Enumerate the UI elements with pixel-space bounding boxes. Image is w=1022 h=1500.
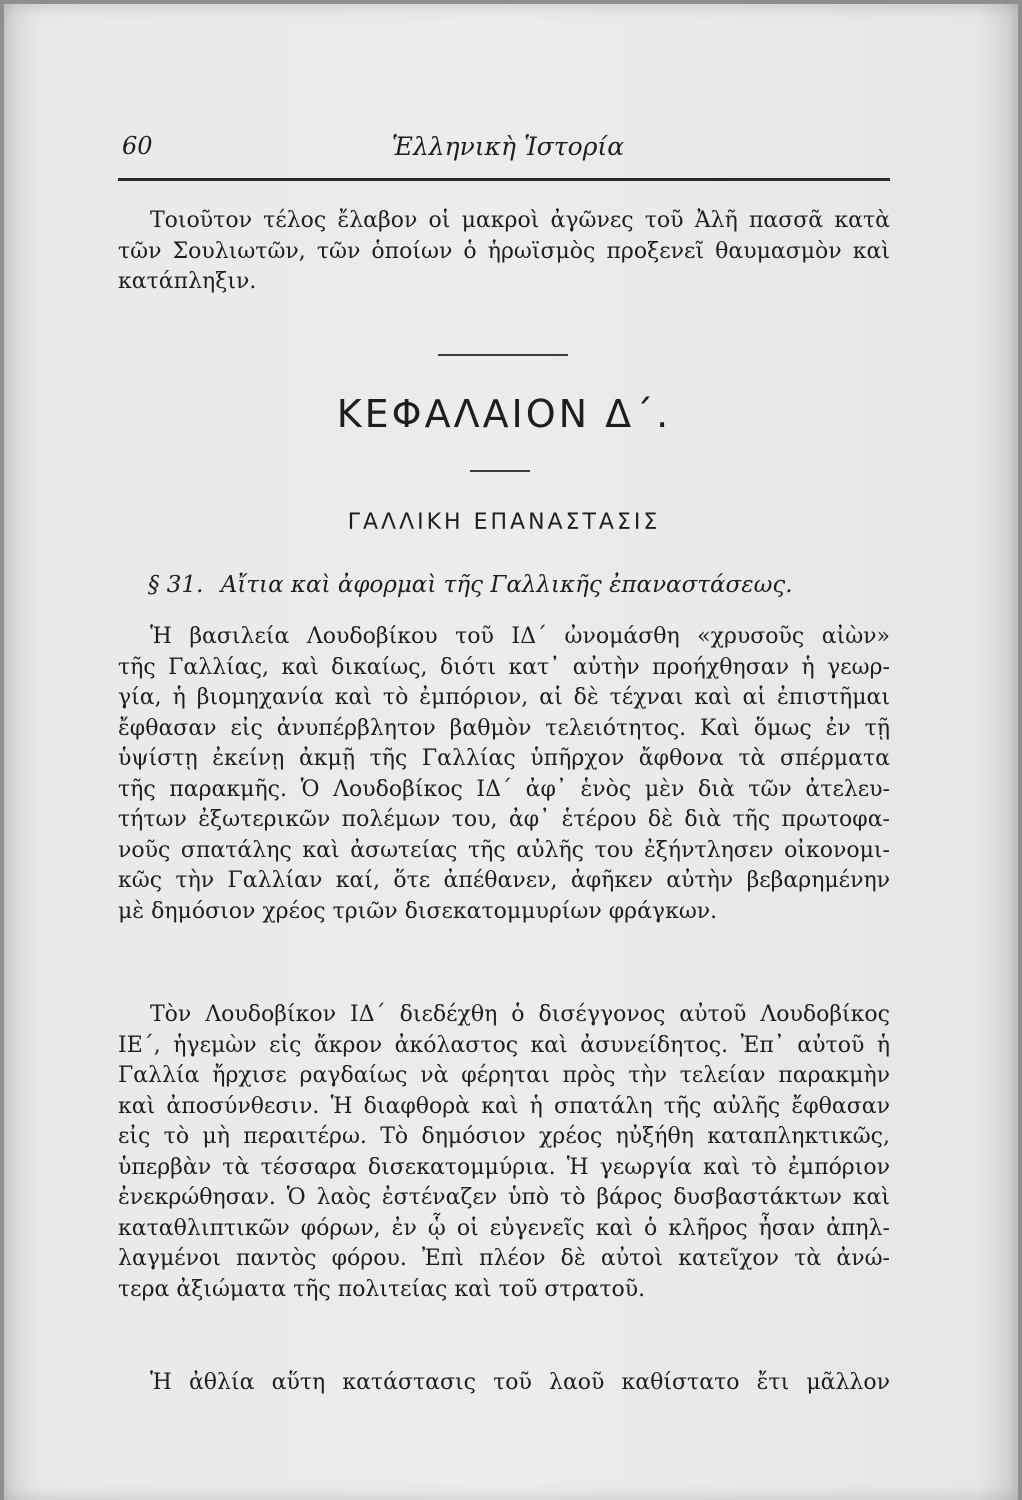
text-line: Τὸν Λουδοβίκον ΙΔ΄ διεδέχθη ὁ δισέγγονος αὐτοῦ Λουδοβίκος [150, 1002, 890, 1027]
paragraph-3 [118, 1000, 890, 1305]
text-line: καὶ ἀποσύνθεσιν. Ἡ διαφθορὰ καὶ ἡ σπατάλη τῆς αὐλῆς ἔφθασαν [118, 1093, 890, 1119]
text-line: μὲ δημόσιον χρέος τριῶν δισεκατομμυρίων φράγκων. [118, 898, 718, 924]
subsection-number: § 31. [148, 572, 204, 598]
paragraph-2 [118, 622, 890, 927]
text-line: εἰς τὸ μὴ περαιτέρω. Τὸ δημόσιον χρέος ηὐξήθη καταπληκτικῶς, [118, 1124, 890, 1149]
text-line: τήτων ἐξωτερικῶν πολέμων του, ἀφ᾽ ἑτέρου δὲ διὰ τῆς πρωτοφα- [118, 807, 890, 832]
text-line: ἔφθασαν εἰς ἀνυπέρβλητον βαθμὸν τελειότητος. Καὶ ὅμως ἐν τῇ [118, 715, 890, 741]
running-title: Ἑλληνικὴ Ἱστορία [391, 132, 625, 161]
subsection-heading [148, 572, 890, 598]
text-line: Ἡ βασιλεία Λουδοβίκου τοῦ ΙΔ΄ ὠνομάσθη «χρυσοῦς αἰὼν» [150, 624, 890, 649]
separator-rule [438, 354, 568, 356]
section-title: ΓΑΛΛΙΚΗ ΕΠΑΝΑΣΤΑΣΙΣ [347, 510, 661, 535]
text-line: ὑψίστῃ ἐκείνῃ ἀκμῇ τῆς Γαλλίας ὑπῆρχον ἄφθονα τὰ σπέρματα [118, 746, 890, 771]
paragraph-4 [118, 1368, 890, 1399]
subsection-title: Αἴτια καὶ ἀφορμαὶ τῆς Γαλλικῆς ἐπαναστάσεως. [220, 572, 793, 598]
text-line: τῆς παρακμῆς. Ὁ Λουδοβίκος ΙΔ΄ ἀφ᾽ ἑνὸς μὲν διὰ τῶν ἀτελευ- [118, 776, 890, 802]
text-line: γία, ἡ βιομηχανία καὶ τὸ ἐμπόριον, αἱ δὲ τέχναι καὶ αἱ ἐπιστῆμαι [118, 685, 890, 710]
text-line: κατάπληξιν. [118, 269, 257, 294]
header-rule [118, 178, 890, 181]
text-line: Ἡ ἀθλία αὕτη κατάστασις τοῦ λαοῦ καθίστατο ἔτι μᾶλλον [150, 1370, 890, 1395]
chapter-title: ΚΕΦΑΛΑΙΟΝ Δ΄. [336, 392, 672, 436]
separator-rule [470, 470, 530, 472]
page-number: 60 [122, 132, 153, 160]
text-line: τερα ἀξιώματα τῆς πολιτείας καὶ τοῦ στρατοῦ. [118, 1276, 646, 1302]
text-line: νοῦς σπατάλης καὶ ἀσωτείας τῆς αὐλῆς του ἐξήντλησεν οἰκονομι- [118, 837, 890, 863]
text-line: ἐνεκρώθησαν. Ὁ λαὸς ἐστέναζεν ὑπὸ τὸ βάρος δυσβαστάκτων καὶ [118, 1185, 890, 1210]
text-line: καταθλιπτικῶν φόρων, ἐν ᾧ οἱ εὐγενεῖς καὶ ὁ κλῆρος ἦσαν ἀπηλ- [118, 1215, 890, 1241]
text-line: τῆς Γαλλίας, καὶ δικαίως, διότι κατ᾽ αὐτὴν προήχθησαν ἡ γεωρ- [118, 654, 890, 680]
text-line: Τοιοῦτον τέλος ἔλαβον οἱ μακροὶ ἀγῶνες τοῦ Ἀλῆ πασσᾶ κατὰ [150, 208, 890, 233]
paragraph-1 [118, 206, 890, 298]
text-line: λαγμένοι παντὸς φόρου. Ἐπὶ πλέον δὲ αὐτοὶ κατεῖχον τὰ ἀνώ- [118, 1246, 890, 1271]
text-line: τῶν Σουλιωτῶν, τῶν ὁποίων ὁ ἡρωϊσμὸς προξενεῖ θαυμασμὸν καὶ [118, 238, 890, 264]
text-line: Γαλλία ἤρχισε ραγδαίως νὰ φέρηται πρὸς τὴν τελείαν παρακμὴν [118, 1063, 890, 1088]
text-line: ΙΕ΄, ἡγεμὼν εἰς ἄκρον ἀκόλαστος καὶ ἀσυνείδητος. Ἐπ᾽ αὐτοῦ ἡ [118, 1032, 890, 1058]
text-line: κῶς τὴν Γαλλίαν καί, ὅτε ἀπέθανεν, ἀφῆκεν αὐτὴν βεβαρημένην [118, 868, 890, 893]
text-line: ὑπερβὰν τὰ τέσσαρα δισεκατομμύρια. Ἡ γεωργία καὶ τὸ ἐμπόριον [118, 1154, 890, 1180]
page-header [122, 132, 894, 172]
